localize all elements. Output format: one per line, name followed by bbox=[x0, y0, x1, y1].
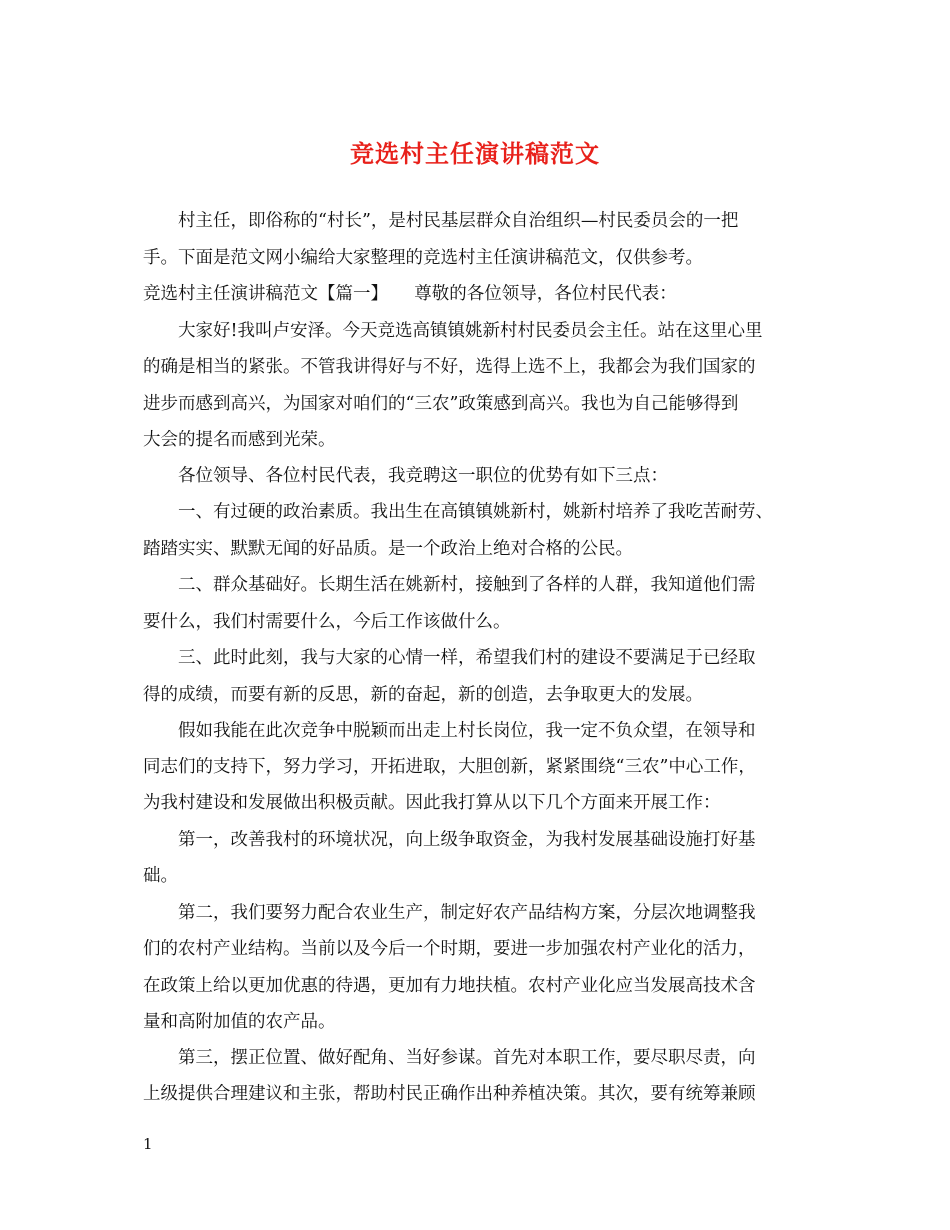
body-line: 三、此时此刻，我与大家的心情一样，希望我们村的建设不要满足于已经取 bbox=[143, 648, 756, 668]
document-title: 竞选村主任演讲稿范文 bbox=[350, 139, 600, 168]
body-line: 大会的提名而感到光荣。 bbox=[143, 430, 336, 450]
body-line: 进步而感到高兴，为国家对咱们的“三农”政策感到高兴。我也为自己能够得到 bbox=[143, 394, 739, 414]
body-line: 为我村建设和发展做出积极贡献。因此我打算从以下几个方面来开展工作： bbox=[143, 793, 721, 813]
body-line: 各位领导、各位村民代表，我竞聘这一职位的优势有如下三点： bbox=[143, 466, 668, 486]
body-line: 得的成绩，而要有新的反思，新的奋起，新的创造，去争取更大的发展。 bbox=[143, 685, 703, 705]
body-line: 一、有过硬的政治素质。我出生在高镇镇姚新村，姚新村培养了我吃苦耐劳、 bbox=[143, 502, 773, 522]
body-line: 二、群众基础好。长期生活在姚新村，接触到了各样的人群，我知道他们需 bbox=[143, 575, 756, 595]
body-line: 假如我能在此次竞争中脱颖而出走上村长岗位，我一定不负众望，在领导和 bbox=[143, 721, 756, 741]
page-number: 1 bbox=[143, 1135, 153, 1153]
body-line: 在政策上给以更加优惠的待遇，更加有力地扶植。农村产业化应当发展高技术含 bbox=[143, 976, 756, 996]
body-line: 大家好!我叫卢安泽。今天竞选高镇镇姚新村村民委员会主任。站在这里心里 bbox=[143, 321, 763, 341]
body-line: 同志们的支持下，努力学习，开拓进取，大胆创新，紧紧围绕“三农”中心工作， bbox=[143, 757, 756, 777]
body-line: 村主任，即俗称的“村长”，是村民基层群众自治组织—村民委员会的一把 bbox=[143, 211, 739, 231]
body-line: 第一，改善我村的环境状况，向上级争取资金，为我村发展基础设施打好基 bbox=[143, 830, 756, 850]
body-line: 竞选村主任演讲稿范文【篇一】 尊敬的各位领导，各位村民代表： bbox=[143, 284, 677, 304]
body-line: 手。下面是范文网小编给大家整理的竞选村主任演讲稿范文，仅供参考。 bbox=[143, 248, 703, 268]
body-line: 踏踏实实、默默无闻的好品质。是一个政治上绝对合格的公民。 bbox=[143, 539, 633, 559]
body-line: 第二，我们要努力配合农业生产，制定好农产品结构方案，分层次地调整我 bbox=[143, 903, 756, 923]
body-line: 础。 bbox=[143, 866, 178, 886]
body-line: 上级提供合理建议和主张，帮助村民正确作出种养植决策。其次，要有统筹兼顾 bbox=[143, 1084, 756, 1104]
body-line: 的确是相当的紧张。不管我讲得好与不好，选得上选不上，我都会为我们国家的 bbox=[143, 357, 756, 377]
body-line: 要什么，我们村需要什么，今后工作该做什么。 bbox=[143, 612, 511, 632]
body-line: 们的农村产业结构。当前以及今后一个时期，要进一步加强农村产业化的活力， bbox=[143, 939, 756, 959]
body-line: 第三，摆正位置、做好配角、当好参谋。首先对本职工作，要尽职尽责，向 bbox=[143, 1048, 756, 1068]
body-line: 量和高附加值的农产品。 bbox=[143, 1012, 336, 1032]
